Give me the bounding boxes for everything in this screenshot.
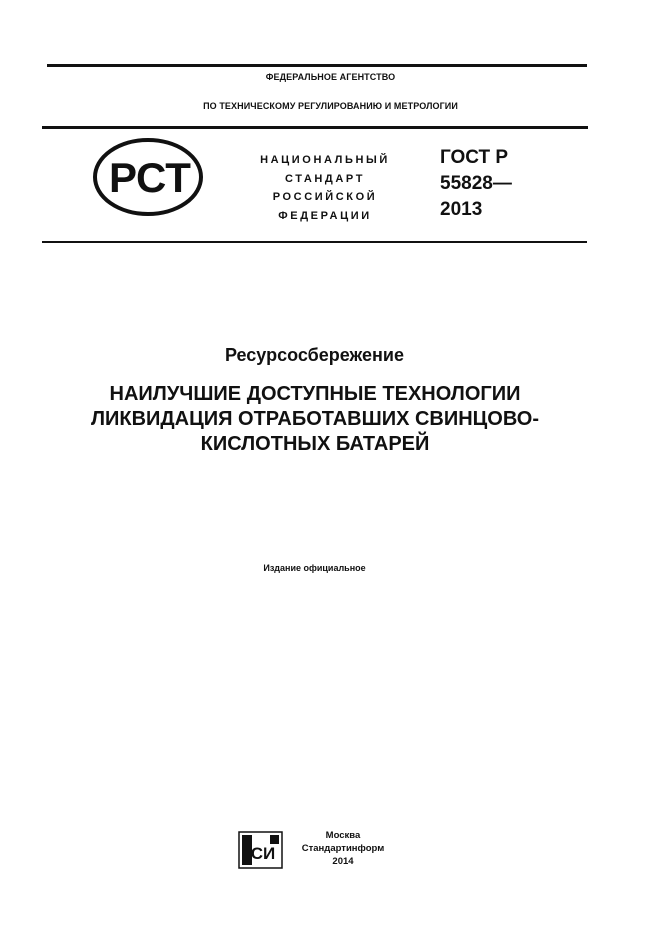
document-title-line: ЛИКВИДАЦИЯ ОТРАБОТАВШИХ СВИНЦОВО- — [90, 408, 540, 430]
standard-code-line: ГОСТ Р — [440, 147, 509, 168]
publisher-logo-text: СИ — [250, 844, 276, 863]
header-divider — [42, 126, 588, 129]
document-title — [40, 382, 590, 457]
standard-type-label — [225, 151, 425, 225]
standard-type-line: НАЦИОНАЛЬНЫЙ — [260, 154, 390, 166]
document-subject: Ресурсосбережение — [224, 345, 405, 365]
top-divider — [47, 64, 587, 67]
standard-code — [440, 145, 512, 223]
standard-type-line: ФЕДЕРАЦИИ — [278, 209, 372, 222]
imprint-publisher: Стандартинформ — [301, 843, 385, 854]
edition-note: Издание официальное — [263, 563, 366, 573]
standard-code-line: 2013 — [440, 199, 483, 220]
imprint-block — [288, 829, 398, 868]
standard-type-line: РОССИЙСКОЙ — [272, 191, 378, 203]
agency-name-line-1: ФЕДЕРАЛЬНОЕ АГЕНТСТВО — [265, 72, 396, 82]
imprint-year: 2014 — [332, 856, 354, 867]
agency-name-line-2: ПО ТЕХНИЧЕСКОМУ РЕГУЛИРОВАНИЮ И МЕТРОЛОГИИ — [203, 101, 458, 111]
imprint-city: Москва — [325, 830, 361, 841]
standard-code-line: 55828— — [440, 173, 512, 194]
document-title-line: КИСЛОТНЫХ БАТАРЕЙ — [200, 433, 430, 455]
rst-mark-text: РСТ — [109, 154, 191, 201]
standartinform-logo-icon — [238, 831, 283, 869]
standard-block-divider — [42, 241, 587, 243]
document-title-line: НАИЛУЧШИЕ ДОСТУПНЫЕ ТЕХНОЛОГИИ — [109, 383, 521, 405]
standard-type-line: СТАНДАРТ — [284, 172, 366, 185]
rst-certification-mark-icon — [93, 137, 205, 217]
